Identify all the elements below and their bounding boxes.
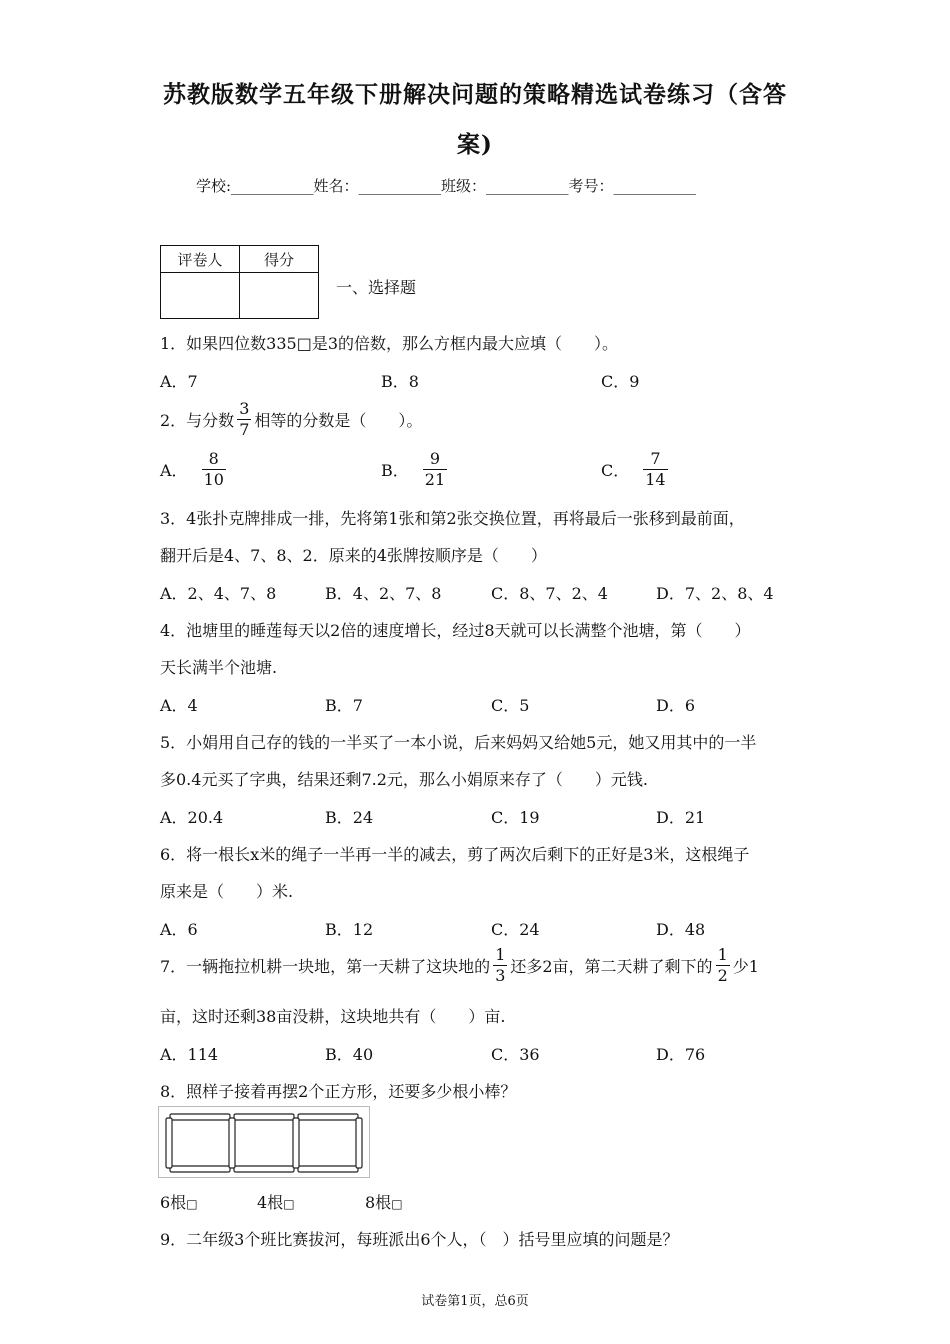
- student-info-line: 学校:___________姓名：___________班级：___________考号：___________: [196, 177, 697, 195]
- q8-option-2[interactable]: 4根□: [257, 1193, 295, 1212]
- q3-option-c: C．8、7、2、4: [491, 584, 608, 603]
- matchstick-squares-svg: [158, 1106, 370, 1178]
- question-1-stem: 1．如果四位数335□是3的倍数，那么方框内最大应填（ ）。: [160, 334, 619, 353]
- q5-option-a: A．20.4: [160, 808, 224, 827]
- q2-stem-pre: 2．与分数: [160, 411, 235, 430]
- section-title: 一、选择题: [336, 278, 417, 297]
- page-footer: 试卷第1页，总6页: [421, 1294, 529, 1309]
- exam-title-line1: 苏教版数学五年级下册解决问题的策略精选试卷练习（含答: [163, 81, 787, 108]
- q4-option-a: A．4: [160, 696, 198, 715]
- question-6-line1: 6．将一根长x米的绳子一半再一半的减去，剪了两次后剩下的正好是3米，这根绳子: [160, 845, 750, 864]
- q2-stem-post: 相等的分数是（ ）。: [254, 411, 423, 430]
- q2-fraction: $\frac{3}{7}$: [239, 399, 250, 439]
- question-5-line2: 多0.4元买了字典，结果还剩7.2元，那么小娟原来存了（ ）元钱.: [160, 770, 648, 789]
- question-9-stem: 9．二年级3个班比赛拔河，每班派出6个人，（ ）括号里应填的问题是？: [160, 1230, 679, 1249]
- q7-post: 少1: [732, 957, 759, 976]
- q5-option-b: B．24: [325, 808, 374, 827]
- q1-option-c: C．9: [601, 372, 640, 391]
- q2-option-a: A． $\frac{8}{10}$: [160, 449, 224, 489]
- question-3-line2: 翻开后是4、7、8、2．原来的4张牌按顺序是（ ）: [160, 546, 547, 565]
- checkbox-icon[interactable]: □: [283, 1197, 295, 1211]
- question-7-line2: 亩，这时还剩38亩没耕，这块地共有（ ）亩.: [160, 1007, 506, 1026]
- score-table: [160, 245, 319, 319]
- q3-option-a: A．2、4、7、8: [160, 584, 277, 603]
- question-8-stem: 8．照样子接着再摆2个正方形，还要多少根小棒？: [160, 1082, 517, 1101]
- q7-mid: 还多2亩，第二天耕了剩下的: [510, 957, 713, 976]
- q7-option-b: B．40: [325, 1045, 374, 1064]
- score-header: 得分: [240, 246, 319, 273]
- q4-option-b: B．7: [325, 696, 363, 715]
- q3-option-b: B．4、2、7、8: [325, 584, 442, 603]
- question-2-stem: [160, 399, 422, 440]
- q5-option-d: D．21: [656, 808, 706, 827]
- q4-option-c: C．5: [491, 696, 530, 715]
- q6-option-c: C．24: [491, 920, 540, 939]
- q6-option-d: D．48: [656, 920, 706, 939]
- q7-option-a: A．114: [160, 1045, 219, 1064]
- question-5-line1: 5．小娟用自己存的钱的一半买了一本小说，后来妈妈又给她5元，她又用其中的一半: [160, 733, 757, 752]
- q3-option-d: D．7、2、8、4: [656, 584, 774, 603]
- score-cell[interactable]: [240, 273, 319, 319]
- question-3-line1: 3．4张扑克牌排成一排，先将第1张和第2张交换位置，再将最后一张移到最前面，: [160, 509, 745, 528]
- q7-option-d: D．76: [656, 1045, 706, 1064]
- q1-option-a: A．7: [160, 372, 198, 391]
- question-7-line1: [160, 945, 759, 986]
- q7-pre: 7．一辆拖拉机耕一块地，第一天耕了这块地的: [160, 957, 491, 976]
- q7-option-c: C．36: [491, 1045, 540, 1064]
- checkbox-icon[interactable]: □: [186, 1197, 198, 1211]
- q7-fraction-2: $\frac{1}{2}$: [717, 945, 728, 985]
- grader-cell[interactable]: [161, 273, 240, 319]
- q2-option-c: C． $\frac{7}{14}$: [601, 449, 666, 489]
- q1-option-b: B．8: [381, 372, 419, 391]
- grader-header: 评卷人: [161, 246, 240, 273]
- exam-title-line2: 案): [457, 131, 493, 158]
- q8-option-1[interactable]: 6根□: [160, 1193, 198, 1212]
- checkbox-icon[interactable]: □: [391, 1197, 403, 1211]
- q5-option-c: C．19: [491, 808, 540, 827]
- question-6-line2: 原来是（ ）米.: [160, 882, 294, 901]
- question-4-line1: 4．池塘里的睡莲每天以2倍的速度增长，经过8天就可以长满整个池塘，第（ ）: [160, 621, 751, 640]
- q8-option-3[interactable]: 8根□: [365, 1193, 403, 1212]
- q6-option-a: A．6: [160, 920, 198, 939]
- question-4-line2: 天长满半个池塘.: [160, 658, 278, 677]
- matchstick-squares-figure: [158, 1106, 370, 1178]
- q7-fraction-1: $\frac{1}{3}$: [495, 945, 506, 985]
- q4-option-d: D．6: [656, 696, 696, 715]
- q6-option-b: B．12: [325, 920, 374, 939]
- q2-option-b: B． $\frac{9}{21}$: [381, 449, 446, 489]
